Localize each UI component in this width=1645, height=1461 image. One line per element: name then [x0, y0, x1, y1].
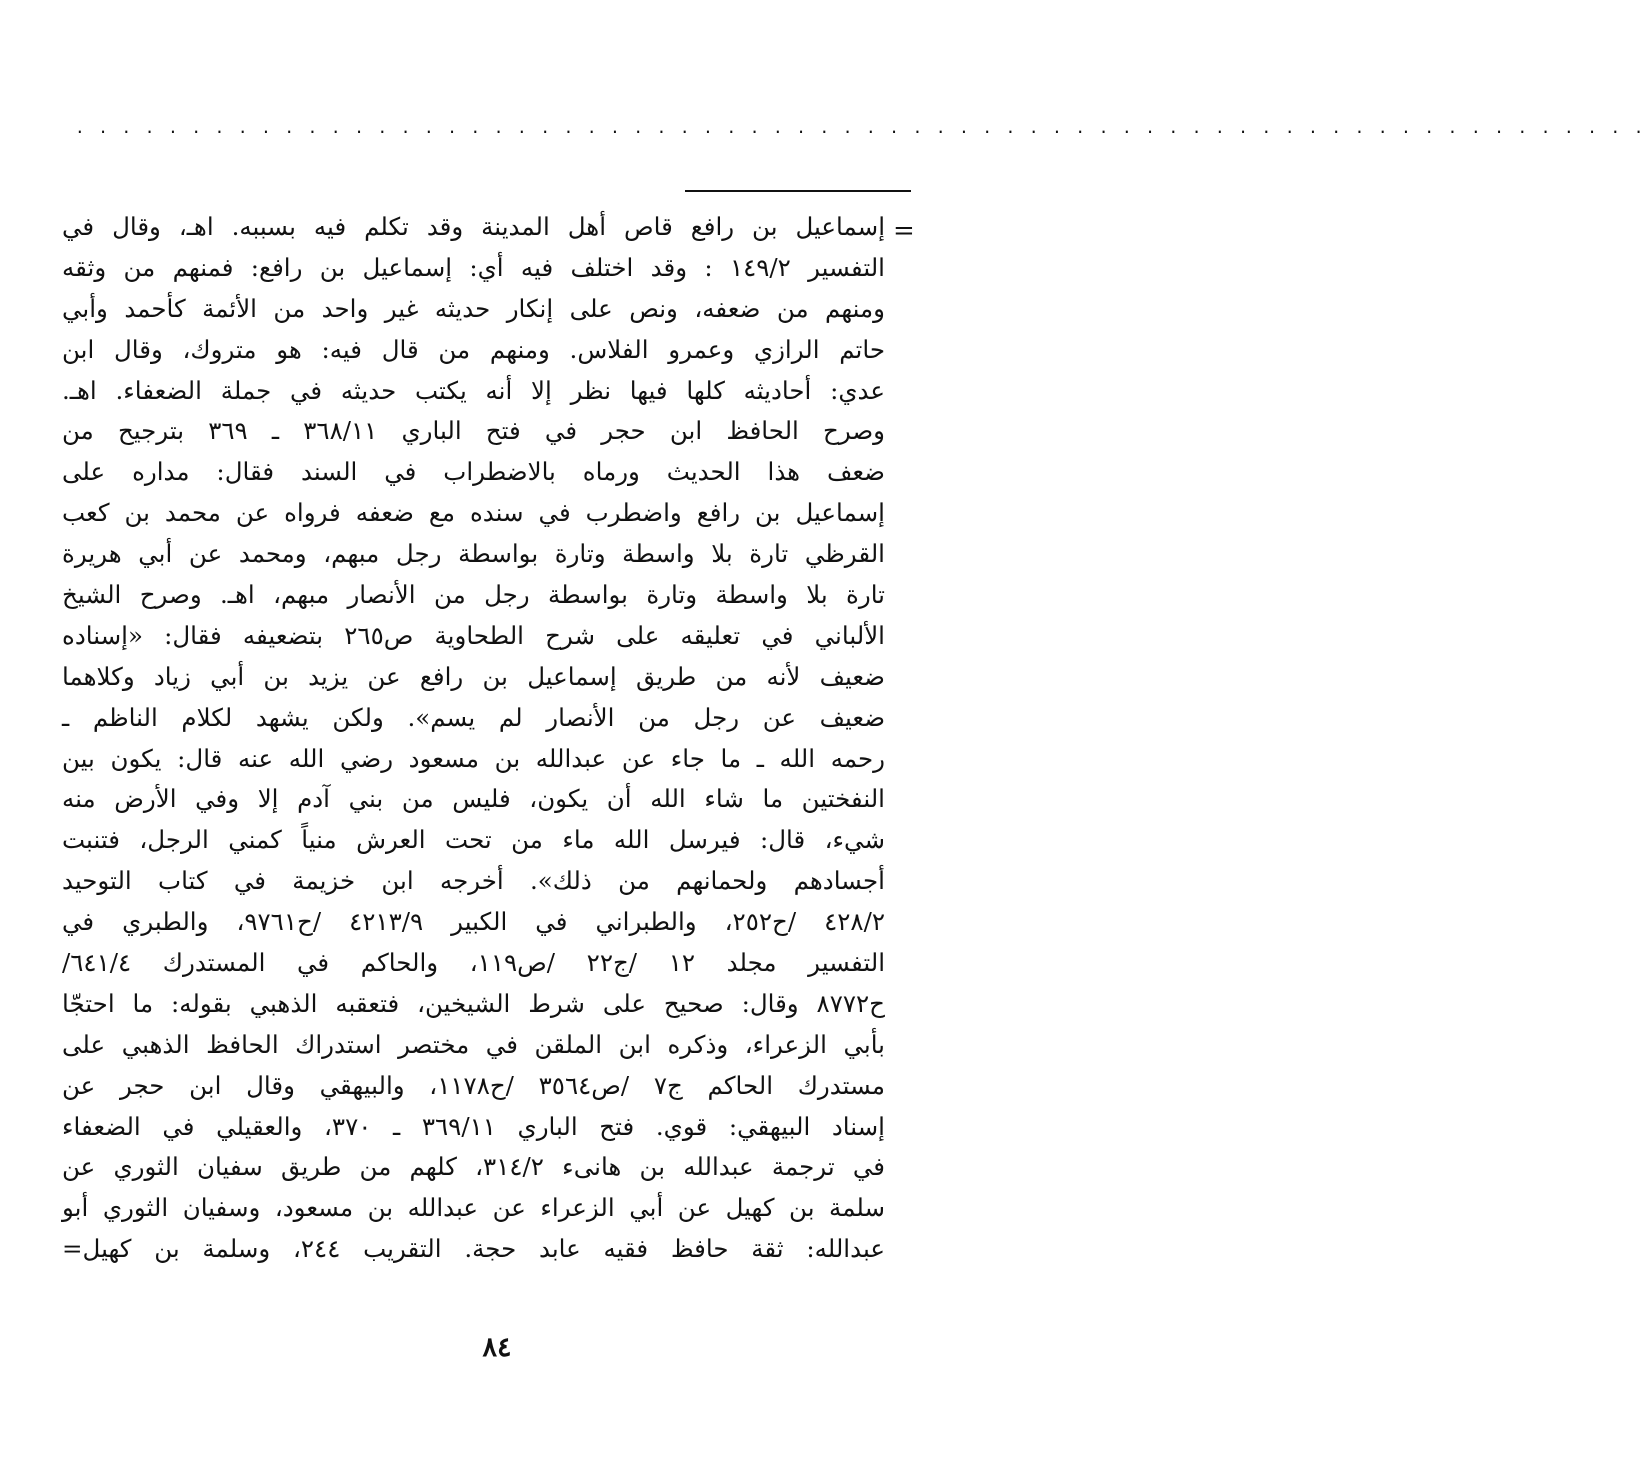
text-line: مستدرك الحاكم ج٧ /ص٣٥٦٤ /ح١١٧٨، والبيهقي وقال ابن حجر عن: [62, 1070, 885, 1100]
text-line: ضعيف عن رجل من الأنصار لم يسم». ولكن يشهد لكلام الناظم ـ: [62, 702, 885, 732]
text-line: عبدالله: ثقة حافظ فقيه عابد حجة. التقريب ٢٤٤، وسلمة بن كهيل=: [62, 1234, 885, 1264]
page-number: ٨٤: [482, 1332, 512, 1363]
text-line: ضعيف لأنه من طريق إسماعيل بن رافع عن يزيد بن أبي زياد وكلاهما: [62, 661, 885, 691]
text-line: ح٨٧٧٢ وقال: صحيح على شرط الشيخين، فتعقبه الذهبي بقوله: ما احتجّا: [62, 988, 885, 1018]
text-line: ضعف هذا الحديث ورماه بالاضطراب في السند فقال: مداره على: [62, 457, 885, 487]
text-line: إسماعيل بن رافع قاص أهل المدينة وقد تكلم فيه بسببه. اهـ، وقال في: [62, 212, 885, 241]
text-line: تارة بلا واسطة وتارة بواسطة رجل من الأنصار مبهم، اهـ. وصرح الشيخ: [62, 580, 885, 610]
text-line: رحمه الله ـ ما جاء عن عبدالله بن مسعود رضي الله عنه قال: يكون بين: [62, 743, 885, 773]
text-line: ومنهم من ضعفه، ونص على إنكار حديثه غير واحد من الأئمة كأحمد وأبي: [62, 293, 885, 323]
text-line: في ترجمة عبدالله بن هانىء ٣١٤/٢، كلهم من طريق سفيان الثوري عن: [62, 1152, 885, 1182]
footnote-rule: [685, 190, 911, 192]
text-line: أجسادهم ولحمانهم من ذلك». أخرجه ابن خزيمة في كتاب التوحيد: [62, 866, 885, 896]
text-line: وصرح الحافظ ابن حجر في فتح الباري ٣٦٨/١١ ـ ٣٦٩ بترجيح من: [62, 416, 885, 446]
footnote-text: [62, 207, 885, 1270]
text-line: سلمة بن كهيل عن أبي الزعراء عن عبدالله بن مسعود، وسفيان الثوري أبو: [62, 1193, 885, 1223]
text-line: إسماعيل بن رافع واضطرب في سنده مع ضعفه فرواه عن محمد بن كعب: [62, 498, 885, 528]
continuation-mark: =: [893, 216, 915, 246]
text-line: ٤٢٨/٢ /ح٢٥٢، والطبراني في الكبير ٤٢١٣/٩ /ح٩٧٦١، والطبري في: [62, 907, 886, 937]
text-line: عدي: أحاديثه كلها فيها نظر إلا أنه يكتب حديثه في جملة الضعفاء. اهـ.: [62, 375, 885, 405]
text-line: الألباني في تعليقه على شرح الطحاوية ص٢٦٥ بتضعيفه فقال: «إسناده: [62, 620, 885, 650]
text-line: شيء، قال: فيرسل الله ماء من تحت العرش منياً كمني الرجل، فتنبت: [62, 825, 885, 855]
text-line: بأبي الزعراء، وذكره ابن الملقن في مختصر استدراك الحافظ الذهبي على: [62, 1029, 885, 1059]
text-line: التفسير مجلد ١٢ /ج٢٢ /ص١١٩، والحاكم في المستدرك ٦٤١/٤/: [62, 948, 886, 978]
text-line: إسناد البيهقي: قوي. فتح الباري ٣٦٩/١١ ـ ٣٧٠، والعقيلي في الضعفاء: [62, 1111, 885, 1141]
text-line: القرظي تارة بلا واسطة وتارة بواسطة رجل مبهم، ومحمد عن أبي هريرة: [62, 539, 885, 569]
text-line: التفسير ١٤٩/٢ : وقد اختلف فيه أي: إسماعيل بن رافع: فمنهم من وثقه: [62, 252, 885, 282]
text-line: النفختين ما شاء الله أن يكون، فليس من بني آدم إلا وفي الأرض منه: [62, 784, 885, 814]
separator-dotted-line: . . . . . . . . . . . . . . . . . . . . . . . . . . . . . . . . . . . . . . . . . . . . . . . . . . . . . . . . . . . . . . . . . . . .: [75, 118, 1645, 137]
text-line: حاتم الرازي وعمرو الفلاس. ومنهم من قال فيه: هو متروك، وقال ابن: [62, 334, 885, 364]
